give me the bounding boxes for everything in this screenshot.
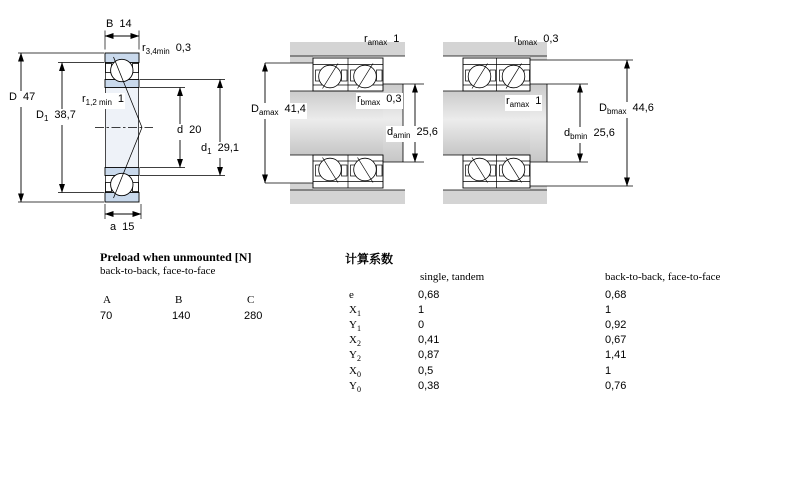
factor-row-label: $Y_0$ — [349, 380, 361, 395]
technical-drawing — [0, 0, 800, 245]
preload-value-b: 140 — [172, 310, 191, 322]
factors-col2-header: back-to-back, face-to-face — [605, 271, 721, 283]
dim-label-dbmin: $d_{bmin}$ 25,6 — [564, 127, 615, 142]
preload-value-a: 70 — [100, 310, 113, 322]
dim-label-d1: $d_1$ 29,1 — [201, 142, 239, 157]
factor-value: 0,92 — [605, 319, 627, 331]
factor-value: 0,68 — [605, 289, 627, 301]
factor-row-label: $X_1$ — [349, 304, 361, 319]
preload-value-c: 280 — [244, 310, 263, 322]
factor-value: 0,67 — [605, 334, 627, 346]
factor-value: 0,68 — [418, 289, 440, 301]
dim-label-D: D 47 — [8, 91, 36, 107]
tandem-pair-diagram-a — [265, 42, 424, 204]
dim-label-a: a 15 — [110, 221, 135, 233]
factor-value: 0,38 — [418, 380, 440, 392]
factor-value: 1 — [605, 304, 612, 316]
factor-value: 0,5 — [418, 365, 434, 377]
tandem-pair-diagram-b — [443, 42, 633, 204]
dim-label-D1: $D_1$ 38,7 — [36, 109, 76, 124]
factor-row-label: $Y_1$ — [349, 319, 361, 334]
preload-col-a: A — [103, 294, 111, 306]
dim-label-Dbmax: $D_{bmax}$ 44,6 — [599, 102, 654, 117]
factors-table-title: 计算系数 — [345, 252, 394, 266]
factor-value: 1 — [605, 365, 612, 377]
dim-label-r34min: $r_{3,4min}$ 0,3 — [142, 42, 191, 57]
dim-label-Damax: $D_{amax}$ 41,4 — [251, 103, 306, 118]
preload-col-c: C — [247, 294, 255, 306]
dim-label-B: B 14 — [106, 18, 132, 30]
factor-value: 1 — [418, 304, 425, 316]
factor-value: 0,76 — [605, 380, 627, 392]
preload-table-subtitle: back-to-back, face-to-face — [100, 265, 216, 277]
preload-table-title: Preload when unmounted [N] — [100, 250, 252, 264]
dim-label-rbmax-top: $r_{bmax}$ 0,3 — [514, 33, 559, 48]
preload-col-b: B — [175, 294, 183, 306]
factor-value: 1,41 — [605, 349, 627, 361]
dim-label-rbmax-mid: $r_{bmax}$ 0,3 — [357, 93, 402, 108]
factors-col1-header: single, tandem — [420, 271, 485, 283]
factor-value: 0,87 — [418, 349, 440, 361]
dim-label-damin: $d_{amin}$ 25,6 — [387, 126, 438, 141]
dim-label-r12min: $r_{1,2 min}$ 1 — [82, 93, 125, 108]
dim-label-d: d 20 — [176, 124, 202, 140]
factor-row-label: $X_2$ — [349, 334, 361, 349]
factor-value: 0,41 — [418, 334, 440, 346]
factor-row-label: $Y_2$ — [349, 349, 361, 364]
factor-value: 0 — [418, 319, 425, 331]
dim-label-ramax-right: $r_{amax}$ 1 — [506, 95, 542, 110]
factor-row-label: $X_0$ — [349, 365, 361, 380]
dim-label-ramax-top: $r_{amax}$ 1 — [364, 33, 400, 48]
factor-row-label: e — [349, 289, 354, 301]
